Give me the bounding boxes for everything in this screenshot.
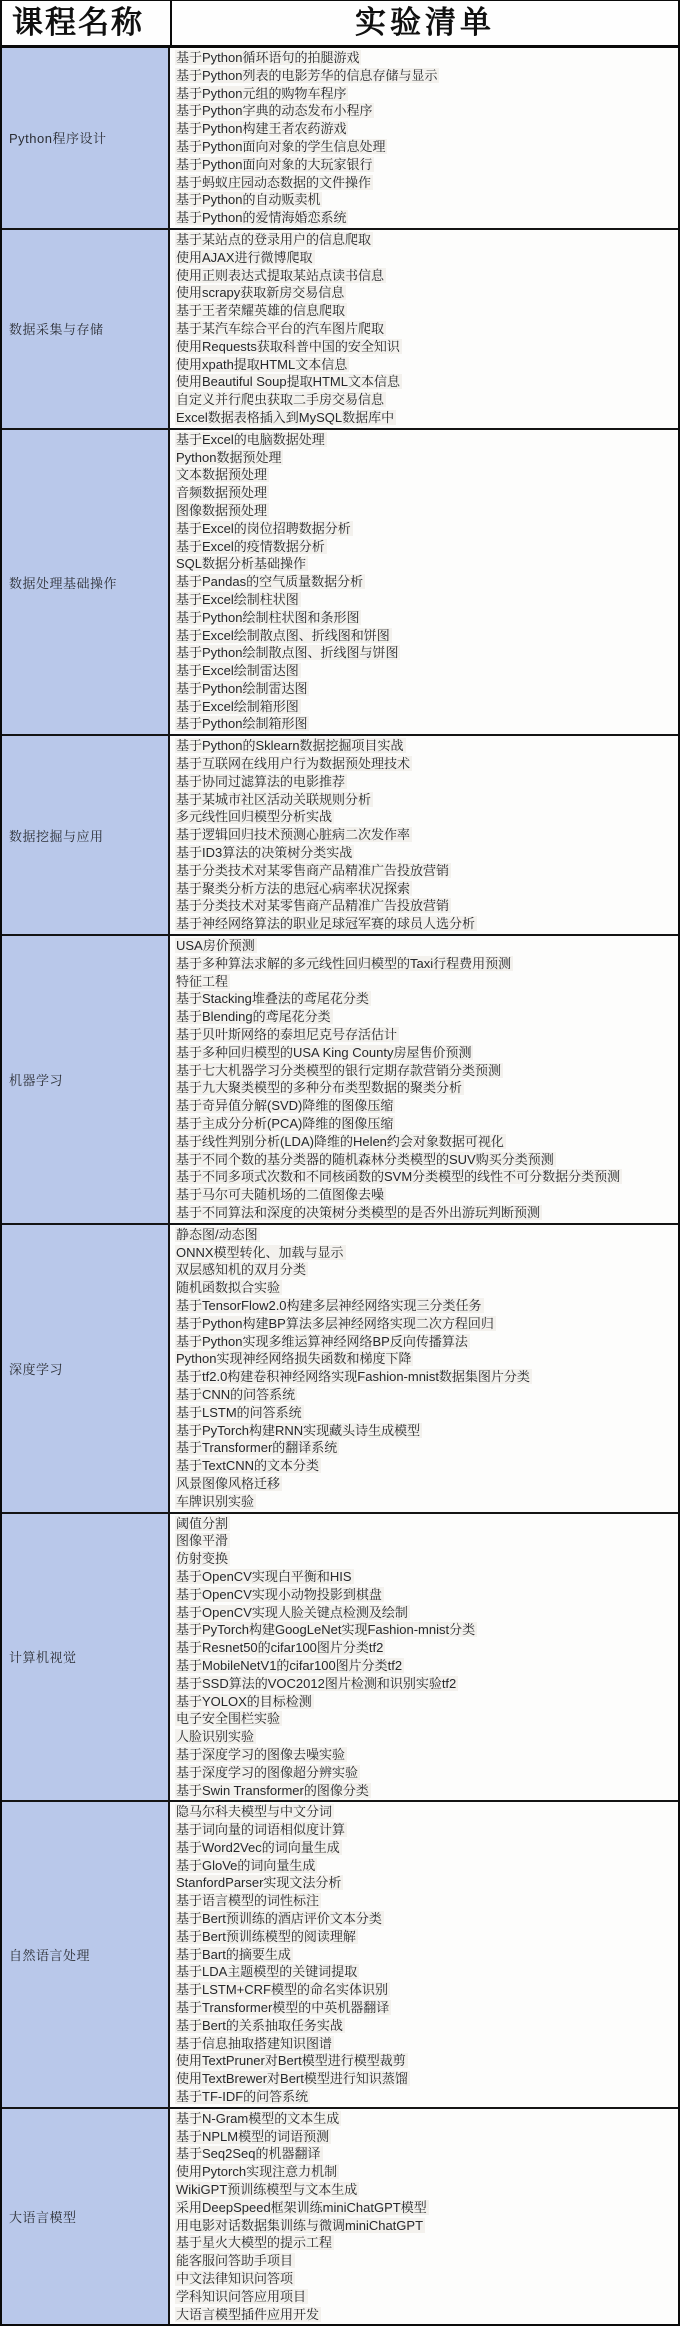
experiment-item-text: 基于Excel绘制柱状图 xyxy=(176,591,299,607)
experiment-item-text: 基于N-Gram模型的文本生成 xyxy=(176,2110,340,2126)
experiment-item xyxy=(175,862,678,880)
experiment-item-text: 基于贝叶斯网络的泰坦尼克号存活估计 xyxy=(176,1027,398,1043)
experiment-item-text: 电子安全围栏实验 xyxy=(176,1711,281,1727)
experiment-item xyxy=(175,156,678,174)
experiment-item xyxy=(175,1226,678,1244)
experiment-item-text: 基于Blending的鸢尾花分类 xyxy=(176,1009,331,1025)
experiment-item xyxy=(175,955,678,973)
experiment-item-text: 基于不同算法和深度的决策树分类模型的是否外出游玩判断预测 xyxy=(176,1205,541,1220)
experiment-item-text: 基于Transformer的翻译系统 xyxy=(176,1440,338,1456)
experiment-item-text: 人脸识别实验 xyxy=(176,1729,255,1745)
experiment-item xyxy=(175,1782,678,1800)
experiment-item xyxy=(175,715,678,733)
experiment-item-text: 基于某汽车综合平台的汽车图片爬取 xyxy=(176,320,385,336)
experiment-item-text: 基于Python实现多维运算神经网络BP反向传播算法 xyxy=(176,1333,468,1349)
experiment-item xyxy=(175,302,678,320)
experiment-item-text: 用电影对话数据集训练与微调miniChatGPT xyxy=(176,2217,424,2233)
experiment-item xyxy=(175,2088,678,2106)
experiment-item xyxy=(175,555,678,573)
experiment-item-text: 基于深度学习的图像去噪实验 xyxy=(176,1746,346,1762)
table-header-row xyxy=(2,1,678,48)
experiment-item xyxy=(175,1115,678,1133)
experiment-item-text: 图像平滑 xyxy=(176,1533,229,1549)
experiment-item xyxy=(175,1333,678,1351)
experiment-item-text: 基于CNN的问答系统 xyxy=(176,1386,296,1402)
experiment-item-text: 基于Seq2Seq的机器翻译 xyxy=(176,2146,321,2162)
course-name: 数据挖掘与应用 xyxy=(9,828,104,844)
experiment-item-text: 基于主成分分析(PCA)降维的图像压缩 xyxy=(176,1116,394,1132)
experiment-item xyxy=(175,2288,678,2306)
experiment-item-text: 基于TextCNN的文本分类 xyxy=(176,1458,320,1474)
experiment-item xyxy=(175,1764,678,1782)
experiment-item xyxy=(175,808,678,826)
experiment-item xyxy=(175,1532,678,1550)
experiment-item-text: 基于LSTM的问答系统 xyxy=(176,1404,302,1420)
experiment-item xyxy=(175,1297,678,1315)
experiment-item-text: 基于Python绘制柱状图和条形图 xyxy=(176,609,360,625)
experiment-item xyxy=(175,791,678,809)
experiment-item xyxy=(175,2252,678,2270)
experiment-item-text: 仿射变换 xyxy=(176,1551,229,1567)
experiment-item-text: 使用正则表达式提取某站点读书信息 xyxy=(176,267,385,283)
course-row xyxy=(2,736,678,936)
experiment-item xyxy=(175,2270,678,2288)
experiment-item xyxy=(175,1457,678,1475)
experiment-item-text: 使用xpath提取HTML文本信息 xyxy=(176,356,348,372)
course-name-cell xyxy=(2,430,170,735)
experiment-item xyxy=(175,231,678,249)
experiment-item xyxy=(175,1493,678,1511)
experiment-item xyxy=(175,1910,678,1928)
experiment-item xyxy=(175,1008,678,1026)
experiment-item-text: Python数据预处理 xyxy=(176,449,282,465)
header-experiment-list: 实验清单 xyxy=(170,1,678,45)
experiment-item xyxy=(175,737,678,755)
experiment-item xyxy=(175,85,678,103)
experiment-item xyxy=(175,1963,678,1981)
experiment-item-text: 基于信息抽取搭建知识图谱 xyxy=(176,2035,333,2051)
experiment-item-text: 基于TF-IDF的问答系统 xyxy=(176,2089,309,2105)
experiment-item xyxy=(175,1475,678,1493)
experiment-item xyxy=(175,1821,678,1839)
experiment-item xyxy=(175,990,678,1008)
experiment-item xyxy=(175,880,678,898)
experiment-item-text: 采用DeepSpeed框架训练miniChatGPT模型 xyxy=(176,2199,427,2215)
course-name: 大语言模型 xyxy=(9,2210,77,2226)
experiment-item-text: 基于Python列表的电影芳华的信息存储与显示 xyxy=(176,67,438,83)
table-body xyxy=(2,48,678,2324)
course-row xyxy=(2,1225,678,1514)
experiment-list xyxy=(170,230,678,428)
experiment-item xyxy=(175,2110,678,2128)
experiment-item xyxy=(175,609,678,627)
experiment-item-text: 多元线性回归模型分析实战 xyxy=(176,809,333,825)
experiment-item-text: 使用Pytorch实现注意力机制 xyxy=(176,2164,338,2180)
experiment-item-text: 基于词向量的词语相似度计算 xyxy=(176,1822,346,1838)
experiment-item xyxy=(175,1981,678,1999)
experiment-item-text: 基于ID3算法的决策树分类实战 xyxy=(176,845,353,861)
experiment-item xyxy=(175,1946,678,1964)
experiment-item-text: ONNX模型转化、加载与显示 xyxy=(176,1244,344,1260)
experiment-item-text: 基于某城市社区活动关联规则分析 xyxy=(176,791,372,807)
experiment-item xyxy=(175,1586,678,1604)
experiment-item-text: 基于多种算法求解的多元线性回归模型的Taxi行程费用预测 xyxy=(176,955,512,971)
experiment-item-text: 基于Bart的摘要生成 xyxy=(176,1946,291,1962)
experiment-item-text: 基于Python元组的购物车程序 xyxy=(176,85,347,101)
experiment-item-text: 基于不同个数的基分类器的随机森林分类模型的SUV购买分类预测 xyxy=(176,1151,554,1167)
experiment-item-text: 基于Python绘制雷达图 xyxy=(176,680,308,696)
experiment-item-text: 基于OpenCV实现小动物投影到棋盘 xyxy=(176,1586,382,1602)
experiment-item xyxy=(175,1279,678,1297)
course-row xyxy=(2,48,678,230)
experiment-item-text: 基于Excel的电脑数据处理 xyxy=(176,431,325,447)
experiment-item-text: 基于OpenCV实现人脸关键点检测及绘制 xyxy=(176,1604,408,1620)
experiment-item xyxy=(175,1439,678,1457)
experiment-item-text: 基于Swin Transformer的图像分类 xyxy=(176,1782,369,1798)
experiment-item xyxy=(175,49,678,67)
experiment-list xyxy=(170,1802,678,2107)
experiment-item xyxy=(175,1604,678,1622)
experiment-item-text: 基于PyTorch构建RNN实现藏头诗生成模型 xyxy=(176,1422,421,1438)
experiment-item xyxy=(175,662,678,680)
experiment-item-text: 基于语言模型的词性标注 xyxy=(176,1893,320,1909)
experiment-item-text: 基于逻辑回归技术预测心脏病二次发作率 xyxy=(176,827,411,843)
experiment-item-text: 静态图/动态图 xyxy=(176,1226,258,1242)
experiment-item-text: 基于LSTM+CRF模型的命名实体识别 xyxy=(176,1982,388,1998)
course-name-cell xyxy=(2,736,170,934)
experiment-item-text: 基于YOLOX的目标检测 xyxy=(176,1693,312,1709)
experiment-item xyxy=(175,755,678,773)
experiment-item-text: 使用Requests获取科普中国的安全知识 xyxy=(176,338,400,354)
experiment-item-text: 基于Resnet50的cifar100图片分类tf2 xyxy=(176,1640,384,1656)
experiment-item-text: 基于Excel绘制散点图、折线图和饼图 xyxy=(176,627,390,643)
experiment-item xyxy=(175,1874,678,1892)
course-name: 计算机视觉 xyxy=(9,1650,77,1666)
experiment-item-text: 基于蚂蚁庄园动态数据的文件操作 xyxy=(176,174,372,190)
experiment-item-text: 中文法律知识问答项 xyxy=(176,2271,294,2287)
experiment-item-text: 基于深度学习的图像超分辨实验 xyxy=(176,1764,359,1780)
experiment-item xyxy=(175,409,678,427)
experiment-item xyxy=(175,1186,678,1204)
experiment-item xyxy=(175,391,678,409)
experiment-item xyxy=(175,1746,678,1764)
experiment-item xyxy=(175,1657,678,1675)
experiment-list xyxy=(170,1514,678,1801)
experiment-item xyxy=(175,591,678,609)
course-name: 数据处理基础操作 xyxy=(9,575,118,591)
experiment-item xyxy=(175,2128,678,2146)
experiment-item-text: 大语言模型插件应用开发 xyxy=(176,2306,320,2322)
experiment-item-text: 使用Beautiful Soup提取HTML文本信息 xyxy=(176,374,400,390)
experiment-item xyxy=(175,1693,678,1711)
course-name: 数据采集与存储 xyxy=(9,322,104,338)
experiment-item-text: 文本数据预处理 xyxy=(176,467,268,483)
experiment-list xyxy=(170,430,678,735)
experiment-item-text: 基于Python构建王者农药游戏 xyxy=(176,121,347,137)
experiment-item xyxy=(175,1639,678,1657)
experiment-item xyxy=(175,1350,678,1368)
experiment-item-text: 基于GloVe的词向量生成 xyxy=(176,1857,316,1873)
experiment-item-text: StanfordParser实现文法分析 xyxy=(176,1875,342,1891)
experiment-item-text: 特征工程 xyxy=(176,973,229,989)
experiment-item-text: 基于Excel绘制雷达图 xyxy=(176,663,299,679)
experiment-item-text: 基于Python绘制散点图、折线图与饼图 xyxy=(176,645,399,661)
experiment-item xyxy=(175,1079,678,1097)
experiment-list xyxy=(170,2109,678,2325)
experiment-item xyxy=(175,844,678,862)
experiment-item xyxy=(175,1928,678,1946)
experiment-item xyxy=(175,431,678,449)
experiment-item-text: 基于九大聚类模型的多种分布类型数据的聚类分析 xyxy=(176,1080,463,1096)
experiment-item-text: 基于Excel绘制箱形图 xyxy=(176,698,299,714)
experiment-item xyxy=(175,1151,678,1169)
experiment-item-text: 使用TextPruner对Bert模型进行模型裁剪 xyxy=(176,2053,406,2069)
experiment-item-text: 基于OpenCV实现白平衡和HIS xyxy=(176,1568,352,1584)
experiment-item xyxy=(175,209,678,227)
experiment-item xyxy=(175,627,678,645)
experiment-item-text: 基于Excel的岗位招聘数据分析 xyxy=(176,520,351,536)
experiment-item xyxy=(175,2199,678,2217)
experiment-item xyxy=(175,915,678,933)
experiment-item-text: 基于tf2.0构建卷积神经网络实现Fashion-mnist数据集图片分类 xyxy=(176,1369,530,1385)
experiment-item xyxy=(175,2052,678,2070)
experiment-item xyxy=(175,466,678,484)
experiment-item xyxy=(175,1044,678,1062)
course-row xyxy=(2,230,678,430)
experiment-item xyxy=(175,826,678,844)
experiment-item xyxy=(175,320,678,338)
experiment-item xyxy=(175,338,678,356)
experiment-item-text: 基于某站点的登录用户的信息爬取 xyxy=(176,231,372,247)
experiment-item xyxy=(175,973,678,991)
experiment-item xyxy=(175,1839,678,1857)
experiment-item-text: 基于王者荣耀英雄的信息爬取 xyxy=(176,303,346,319)
experiment-item-text: 基于星火大模型的提示工程 xyxy=(176,2235,333,2251)
course-row xyxy=(2,1514,678,1803)
experiment-item xyxy=(175,356,678,374)
experiment-item-text: 学科知识问答应用项目 xyxy=(176,2288,307,2304)
experiment-item-text: 使用AJAX进行微博爬取 xyxy=(176,249,313,265)
experiment-item-text: 音频数据预处理 xyxy=(176,485,268,501)
experiment-item xyxy=(175,191,678,209)
experiment-item xyxy=(175,1857,678,1875)
experiment-item xyxy=(175,1133,678,1151)
experiment-item-text: 基于Excel的疫情数据分析 xyxy=(176,538,325,554)
experiment-item xyxy=(175,449,678,467)
experiment-item xyxy=(175,1515,678,1533)
experiment-item xyxy=(175,1368,678,1386)
experiment-item-text: 基于MobileNetV1的cifar100图片分类tf2 xyxy=(176,1657,403,1673)
experiment-item-text: 基于LDA主题模型的关键词提取 xyxy=(176,1964,358,1980)
experiment-item xyxy=(175,102,678,120)
course-row xyxy=(2,2109,678,2325)
course-name-cell xyxy=(2,936,170,1223)
experiment-item-text: 基于Bert的关系抽取任务实战 xyxy=(176,2017,343,2033)
experiment-item xyxy=(175,1062,678,1080)
experiment-item xyxy=(175,1026,678,1044)
experiment-item xyxy=(175,1550,678,1568)
experiment-item xyxy=(175,284,678,302)
experiment-item-text: 基于Python面向对象的大玩家银行 xyxy=(176,156,373,172)
experiment-item xyxy=(175,520,678,538)
experiment-item-text: 基于多种回归模型的USA King County房屋售价预测 xyxy=(176,1044,472,1060)
experiment-item-text: USA房价预测 xyxy=(176,938,255,954)
experiment-item xyxy=(175,2035,678,2053)
experiment-item-text: 基于SSD算法的VOC2012图片检测和识别实验tf2 xyxy=(176,1675,457,1691)
experiment-item xyxy=(175,2217,678,2235)
experiment-item-text: 基于Python循环语句的拍腿游戏 xyxy=(176,50,360,65)
experiment-item xyxy=(175,1097,678,1115)
experiment-item xyxy=(175,2181,678,2199)
experiment-item-text: 能客服问答助手项目 xyxy=(176,2253,294,2269)
experiment-item-text: 基于Python绘制箱形图 xyxy=(176,716,308,732)
course-row xyxy=(2,430,678,737)
course-name-cell xyxy=(2,1225,170,1512)
course-name-cell xyxy=(2,230,170,428)
experiment-item-text: 基于Python面向对象的学生信息处理 xyxy=(176,138,386,154)
experiment-item-text: WikiGPT预训练模型与文本生成 xyxy=(176,2182,358,2198)
experiment-item xyxy=(175,67,678,85)
experiment-item xyxy=(175,897,678,915)
experiment-list xyxy=(170,736,678,934)
experiment-item-text: 基于Python的爱情海婚恋系统 xyxy=(176,210,347,226)
experiment-item xyxy=(175,1710,678,1728)
experiment-item xyxy=(175,1803,678,1821)
experiment-item-text: 基于NPLM模型的词语预测 xyxy=(176,2128,330,2144)
experiment-item-text: 基于Python构建BP算法多层神经网络实现二次方程回归 xyxy=(176,1315,494,1331)
experiment-item-text: 基于分类技术对某零售商产品精准广告投放营销 xyxy=(176,898,450,914)
experiment-item-text: 基于奇异值分解(SVD)降维的图像压缩 xyxy=(176,1098,394,1114)
experiment-item-text: 风景图像风格迁移 xyxy=(176,1475,281,1491)
experiment-item-text: 基于互联网在线用户行为数据预处理技术 xyxy=(176,756,411,772)
experiment-item xyxy=(175,1728,678,1746)
course-row xyxy=(2,936,678,1225)
experiment-item xyxy=(175,2306,678,2324)
header-course-name: 课程名称 xyxy=(12,5,144,40)
experiment-item xyxy=(175,698,678,716)
experiment-item-text: 基于TensorFlow2.0构建多层神经网络实现三分类任务 xyxy=(176,1297,482,1313)
experiment-item xyxy=(175,249,678,267)
experiment-item xyxy=(175,1315,678,1333)
experiment-item-text: 基于马尔可夫随机场的二值图像去噪 xyxy=(176,1187,385,1203)
course-name-cell xyxy=(2,1514,170,1801)
experiment-item xyxy=(175,2145,678,2163)
experiment-item xyxy=(175,484,678,502)
experiment-item xyxy=(175,1386,678,1404)
experiment-item-text: Python实现神经网络损失函数和梯度下降 xyxy=(176,1351,412,1367)
experiment-item-text: 基于Transformer模型的中英机器翻译 xyxy=(176,2000,390,2016)
experiment-item-text: 使用TextBrewer对Bert模型进行知识蒸馏 xyxy=(176,2071,408,2087)
course-name: 深度学习 xyxy=(9,1361,64,1377)
experiment-item xyxy=(175,1999,678,2017)
experiment-item-text: SQL数据分析基础操作 xyxy=(176,556,307,572)
experiment-item xyxy=(175,1244,678,1262)
experiment-item xyxy=(175,2017,678,2035)
experiment-item xyxy=(175,174,678,192)
experiment-item xyxy=(175,1568,678,1586)
experiment-item xyxy=(175,573,678,591)
experiment-item xyxy=(175,267,678,285)
experiment-item-text: 隐马尔科夫模型与中文分词 xyxy=(176,1804,333,1820)
course-name-cell xyxy=(2,2109,170,2325)
experiment-item-text: 自定义并行爬虫获取二手房交易信息 xyxy=(176,392,385,408)
experiment-item-text: 基于Word2Vec的词向量生成 xyxy=(176,1839,340,1855)
experiment-item-text: 基于分类技术对某零售商产品精准广告投放营销 xyxy=(176,862,450,878)
experiment-item-text: 使用scrapy获取新房交易信息 xyxy=(176,285,345,301)
experiment-item xyxy=(175,2070,678,2088)
experiment-item-text: 随机函数拟合实验 xyxy=(176,1280,281,1296)
experiment-item xyxy=(175,1204,678,1222)
experiment-item-text: 阈值分割 xyxy=(176,1515,229,1531)
experiment-item xyxy=(175,2234,678,2252)
experiment-item xyxy=(175,644,678,662)
experiment-item-text: 基于不同多项式次数和不同核函数的SVM分类模型的线性不可分数据分类预测 xyxy=(176,1169,621,1185)
experiment-item-text: 基于Bert预训练的酒店评价文本分类 xyxy=(176,1911,382,1927)
experiment-list xyxy=(170,936,678,1223)
experiment-item xyxy=(175,502,678,520)
experiment-item-text: 基于神经网络算法的职业足球冠军赛的球员人选分析 xyxy=(176,916,476,932)
experiment-item-text: 基于Stacking堆叠法的鸢尾花分类 xyxy=(176,991,369,1007)
experiment-item-text: 双层感知机的双月分类 xyxy=(176,1262,307,1278)
experiment-item-text: 基于PyTorch构建GoogLeNet实现Fashion-mnist分类 xyxy=(176,1622,476,1638)
experiment-item xyxy=(175,1675,678,1693)
experiment-item-text: 基于七大机器学习分类模型的银行定期存款营销分类预测 xyxy=(176,1062,502,1078)
course-name: Python程序设计 xyxy=(9,131,107,147)
course-name: 自然语言处理 xyxy=(9,1948,91,1964)
experiment-item xyxy=(175,2163,678,2181)
experiment-item-text: 基于线性判别分析(LDA)降维的Helen约会对象数据可视化 xyxy=(176,1133,504,1149)
experiment-item-text: 基于Bert预训练模型的阅读理解 xyxy=(176,1928,356,1944)
experiment-item-text: 基于Python字典的动态发布小程序 xyxy=(176,103,373,119)
experiment-item-text: 基于Python的自动贩卖机 xyxy=(176,192,321,208)
experiment-item-text: 基于聚类分析方法的患冠心病率状况探索 xyxy=(176,880,411,896)
course-row xyxy=(2,1802,678,2109)
experiment-item-text: 基于协同过滤算法的电影推荐 xyxy=(176,773,346,789)
experiment-item-text: 图像数据预处理 xyxy=(176,502,268,518)
experiment-item xyxy=(175,1404,678,1422)
experiment-item xyxy=(175,773,678,791)
experiment-list xyxy=(170,1225,678,1512)
experiment-item xyxy=(175,1261,678,1279)
experiment-item xyxy=(175,1621,678,1639)
experiment-item xyxy=(175,538,678,556)
experiment-item xyxy=(175,1168,678,1186)
experiment-item-text: 基于Python的Sklearn数据挖掘项目实战 xyxy=(176,738,404,754)
experiment-item xyxy=(175,680,678,698)
experiment-item-text: 基于Pandas的空气质量数据分析 xyxy=(176,574,364,590)
experiment-item-text: Excel数据表格插入到MySQL数据库中 xyxy=(176,409,395,425)
experiment-item xyxy=(175,1422,678,1440)
course-name: 机器学习 xyxy=(9,1072,64,1088)
experiment-item xyxy=(175,937,678,955)
course-name-cell xyxy=(2,48,170,228)
experiment-item xyxy=(175,373,678,391)
course-name-cell xyxy=(2,1802,170,2107)
experiment-item xyxy=(175,1892,678,1910)
experiment-list xyxy=(170,48,678,228)
experiment-item xyxy=(175,138,678,156)
experiment-item xyxy=(175,120,678,138)
experiment-item-text: 车牌识别实验 xyxy=(176,1493,255,1509)
